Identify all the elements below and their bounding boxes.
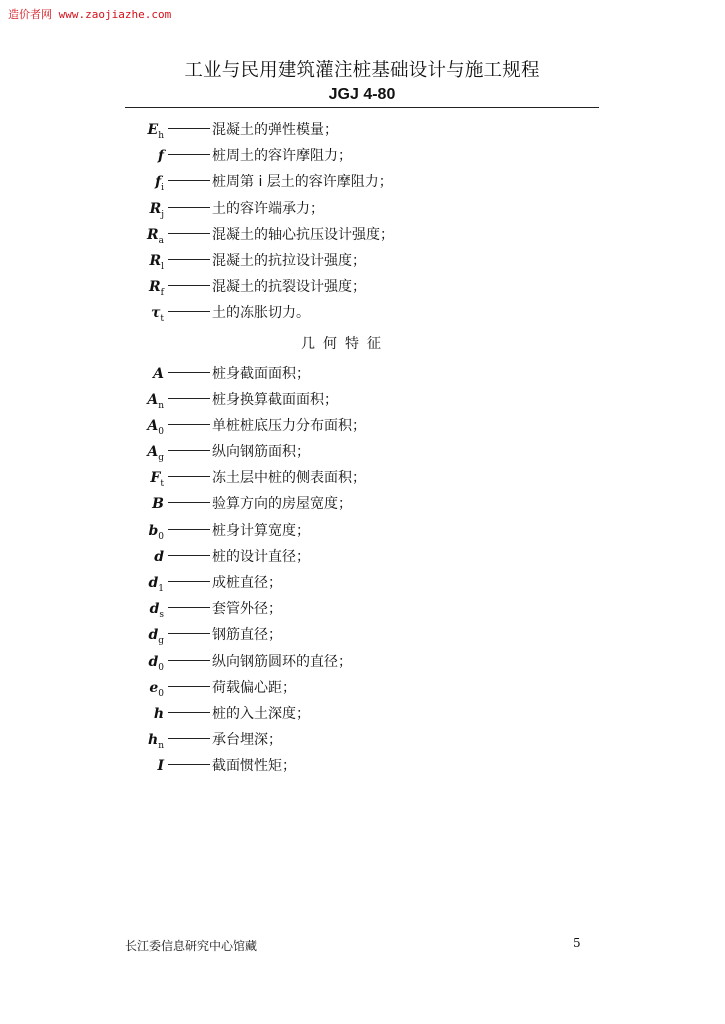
symbol-subscript: i	[161, 183, 164, 194]
symbol-row	[140, 491, 580, 517]
symbol-row	[140, 300, 580, 326]
em-dash-rule	[168, 764, 210, 765]
symbol-description: 验算方向的房屋宽度；	[212, 496, 352, 513]
em-dash-rule	[168, 154, 210, 155]
symbol-row	[140, 413, 580, 439]
symbol-row	[140, 570, 580, 596]
symbol-subscript: j	[161, 209, 164, 220]
watermark-link[interactable]: 造价者网 www.zaojiazhe.com	[8, 8, 172, 21]
em-dash-rule	[168, 311, 210, 312]
symbol-letter: A	[147, 444, 159, 461]
symbol-subscript: g	[158, 636, 164, 647]
symbol-row	[140, 544, 580, 570]
symbol-subscript: h	[158, 130, 164, 141]
em-dash-rule	[168, 502, 210, 503]
symbol-letter: τ	[150, 305, 161, 322]
symbol-row	[140, 196, 580, 222]
symbol-row	[140, 596, 580, 622]
symbol-row	[140, 143, 580, 169]
symbol-row	[140, 387, 580, 413]
symbol-description: 桩身换算截面面积；	[212, 391, 338, 408]
symbol	[140, 753, 164, 785]
section-title-geometry: 几何特征	[301, 335, 389, 352]
em-dash-rule	[168, 607, 210, 608]
symbol-letter: R	[149, 279, 161, 296]
em-dash-rule	[168, 207, 210, 208]
symbol-description: 桩身截面面积；	[212, 365, 310, 382]
symbol-letter: A	[153, 365, 164, 382]
symbol-description: 纵向钢筋圆环的直径；	[212, 653, 352, 670]
em-dash-rule	[168, 259, 210, 260]
em-dash-rule	[168, 660, 210, 661]
symbol-letter: R	[149, 200, 162, 217]
symbol-letter: B	[152, 496, 164, 513]
symbol-letter: I	[157, 758, 164, 775]
symbol-letter: A	[147, 417, 159, 434]
symbol-subscript: 0	[158, 662, 164, 673]
page-number: 5	[573, 936, 581, 950]
symbol-description: 桩的入土深度；	[212, 705, 310, 722]
symbol-description: 纵向钢筋面积；	[212, 444, 310, 461]
em-dash-rule	[168, 738, 210, 739]
symbol-letter: E	[147, 122, 159, 138]
symbol-group-materials	[140, 117, 580, 327]
symbol-row	[140, 222, 580, 248]
symbol-description: 单桩桩底压力分布面积；	[212, 417, 366, 434]
symbol-subscript: t	[160, 479, 164, 490]
symbol-letter: d	[154, 548, 164, 565]
em-dash-rule	[168, 581, 210, 582]
em-dash-rule	[168, 633, 210, 634]
em-dash-rule	[168, 476, 210, 477]
em-dash-rule	[168, 233, 210, 234]
symbol-row	[140, 675, 580, 701]
symbol-row	[140, 439, 580, 465]
document-header	[125, 60, 599, 106]
em-dash-rule	[168, 398, 210, 399]
symbol-description: 套管外径；	[212, 601, 282, 618]
symbol-subscript: g	[158, 452, 164, 463]
em-dash-rule	[168, 285, 210, 286]
em-dash-rule	[168, 180, 210, 181]
symbol-letter: A	[147, 391, 159, 408]
em-dash-rule	[168, 555, 210, 556]
symbol-subscript: n	[158, 740, 164, 751]
symbol-description: 桩身计算宽度；	[212, 522, 310, 539]
symbol-description: 截面惯性矩；	[212, 758, 296, 775]
em-dash-rule	[168, 128, 210, 129]
symbol-letter: e	[149, 679, 159, 696]
em-dash-rule	[168, 712, 210, 713]
em-dash-rule	[168, 686, 210, 687]
symbol-letter: h	[153, 705, 164, 722]
symbol-row	[140, 622, 580, 648]
symbol-row	[140, 465, 580, 491]
symbol-description: 钢筋直径；	[212, 627, 282, 644]
symbol-letter: b	[148, 522, 159, 539]
symbol-letter: R	[146, 226, 159, 243]
symbol-description: 混凝土的轴心抗压设计强度；	[212, 226, 394, 243]
em-dash-rule	[168, 450, 210, 451]
symbol-letter: d	[148, 627, 159, 644]
symbol-description: 桩周土的容许摩阻力；	[212, 148, 352, 165]
symbol-subscript: n	[158, 400, 164, 411]
symbol-description: 荷载偏心距；	[212, 679, 296, 696]
symbol-description: 冻土层中桩的侧表面积；	[212, 470, 366, 487]
symbol-row	[140, 753, 580, 779]
symbol-row	[140, 701, 580, 727]
symbol-subscript: 0	[158, 688, 164, 699]
symbol-letter: R	[149, 252, 162, 269]
symbol-description: 成桩直径；	[212, 575, 282, 591]
symbol-list	[140, 117, 580, 780]
symbol-letter: d	[149, 601, 160, 618]
symbol-description: 桩周第 i 层土的容许摩阻力；	[212, 174, 393, 191]
symbol-description: 承台埋深；	[212, 732, 282, 749]
symbol-row	[140, 117, 580, 143]
symbol-subscript: f	[160, 287, 164, 298]
symbol-letter: f	[157, 148, 164, 165]
symbol-subscript: s	[159, 609, 164, 620]
symbol-row	[140, 518, 580, 544]
symbol-subscript: 1	[158, 583, 164, 594]
symbol-letter: d	[148, 653, 159, 670]
symbol-description: 土的容许端承力；	[212, 200, 324, 217]
symbol-subscript: a	[158, 235, 164, 246]
symbol-letter: f	[155, 174, 162, 191]
symbol-subscript: 0	[158, 426, 164, 437]
em-dash-rule	[168, 529, 210, 530]
document-title: 工业与民用建筑灌注桩基础设计与施工规程	[184, 60, 540, 81]
symbol-description: 桩的设计直径；	[212, 548, 310, 565]
symbol-row	[140, 727, 580, 753]
footer-collection-note: 长江委信息研究中心馆藏	[125, 939, 258, 953]
symbol-description: 混凝土的抗拉设计强度；	[212, 252, 366, 269]
em-dash-rule	[168, 424, 210, 425]
symbol-description: 混凝土的抗裂设计强度；	[212, 279, 366, 296]
symbol-letter: h	[148, 732, 159, 749]
symbol-subscript: l	[161, 261, 164, 272]
symbol	[140, 300, 164, 332]
symbol-description: 混凝土的弹性模量；	[212, 122, 338, 138]
symbol-group-geometry	[140, 361, 580, 780]
em-dash-rule	[168, 372, 210, 373]
header-rule	[125, 107, 599, 108]
symbol-letter: d	[148, 575, 159, 591]
symbol-subscript: t	[160, 314, 164, 325]
standard-code: JGJ 4-80	[328, 86, 396, 103]
symbol-row	[140, 169, 580, 195]
symbol-description: 土的冻胀切力。	[212, 305, 310, 322]
symbol-row	[140, 649, 580, 675]
symbol-subscript: 0	[158, 531, 164, 542]
symbol-row	[140, 248, 580, 274]
symbol-row	[140, 361, 580, 387]
symbol-letter: F	[150, 470, 161, 487]
symbol-row	[140, 274, 580, 300]
